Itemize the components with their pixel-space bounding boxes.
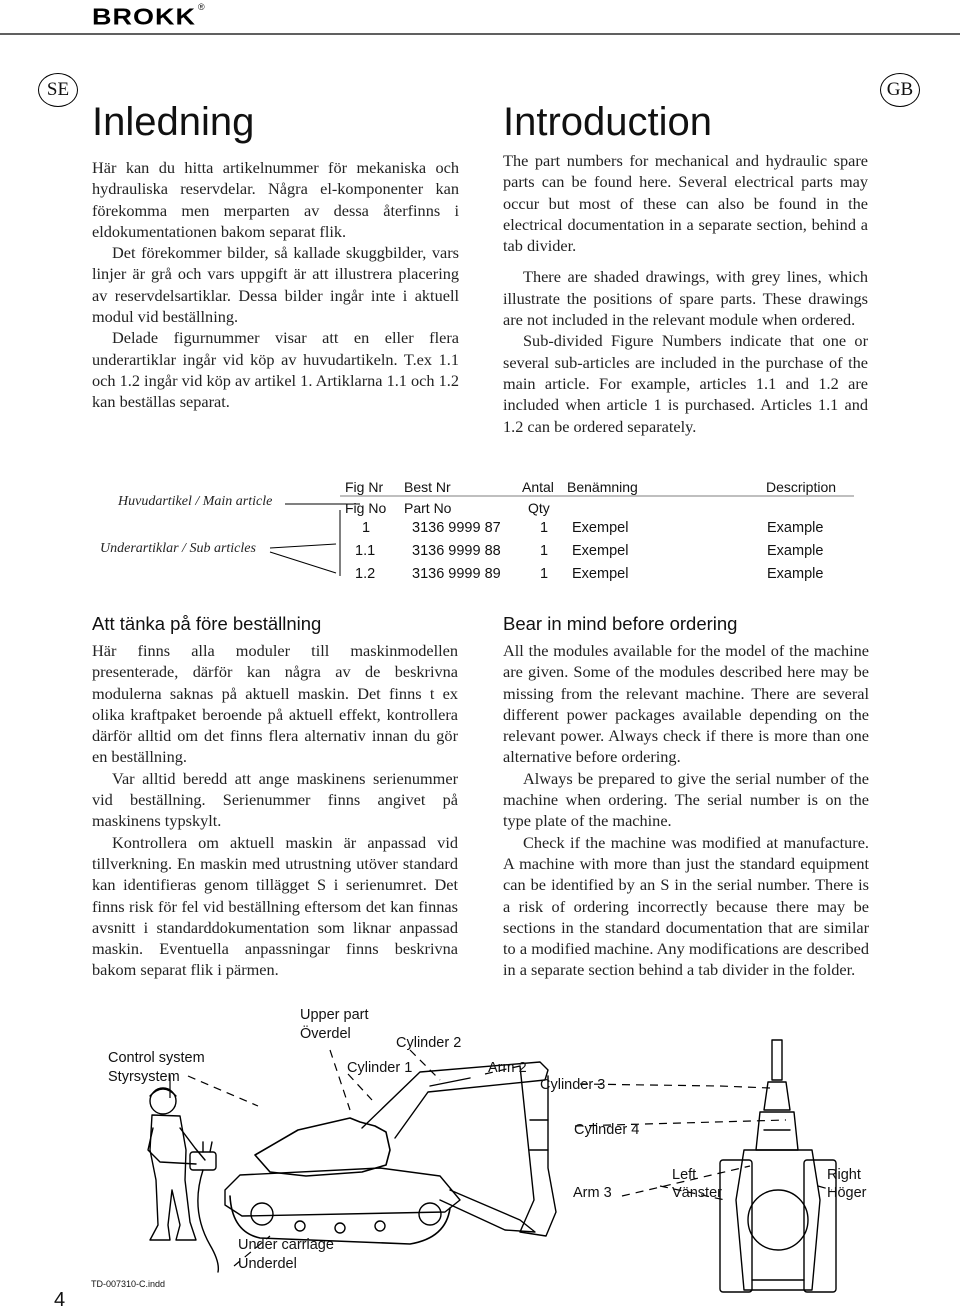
col-header-best-nr: Best Nr bbox=[404, 479, 451, 495]
document-code: TD-007310-C.indd bbox=[91, 1279, 166, 1289]
label-left: Left bbox=[672, 1167, 697, 1183]
intro-en-paragraph: There are shaded drawings, with grey lines, which illustrate the positions of spare parts. These drawings are not included in the relevant module when ordered. bbox=[503, 267, 868, 330]
table-row-part: 3136 9999 87 bbox=[412, 520, 501, 536]
main-article-label: Huvudartikel / Main article bbox=[118, 494, 273, 509]
label-cylinder-2: Cylinder 2 bbox=[396, 1035, 462, 1051]
ordering-text-sv bbox=[92, 640, 458, 981]
table-row-qty: 1 bbox=[540, 543, 549, 559]
language-badge-se: SE bbox=[38, 73, 78, 107]
sub-articles-label: Underartiklar / Sub articles bbox=[100, 541, 256, 556]
col-header-fig-nr: Fig Nr bbox=[345, 479, 384, 495]
intro-title-sv: Inledning bbox=[92, 100, 255, 144]
table-row-sv: Exempel bbox=[572, 566, 629, 582]
label-upper-part: Upper part bbox=[300, 1007, 369, 1023]
ordering-title-sv: Att tänka på före beställning bbox=[92, 613, 322, 634]
demolition-machine-side-view bbox=[225, 1062, 556, 1244]
table-row-en: Example bbox=[767, 543, 824, 559]
machine-diagram bbox=[0, 1000, 960, 1300]
table-row-fig: 1.1 bbox=[355, 543, 376, 559]
label-right: Right bbox=[827, 1167, 861, 1183]
intro-text-en bbox=[503, 150, 868, 437]
intro-sv-paragraph: Delade figurnummer visar att en eller flera underartiklar ingår vid köp av huvudartikeln. T.ex 1.1 och 1.2 ingår vid köp av artikel 1. Artiklarna 1.1 och 1.2 kan beställas separat. bbox=[92, 328, 459, 412]
label-cylinder-4: Cylinder 4 bbox=[574, 1122, 640, 1138]
ordering-en-paragraph: All the modules available for the model of the machine are given. Some of the modules described here may be missing from the relevant machine. There are several different power packages available depending on the relevant power. Always check if there is more than one alternative before ordering. bbox=[503, 641, 869, 767]
col-header-fig-no: Fig No bbox=[345, 500, 387, 516]
col-header-benamning: Benämning bbox=[567, 479, 638, 495]
table-row-en: Example bbox=[767, 520, 824, 536]
label-cylinder-3: Cylinder 3 bbox=[540, 1077, 606, 1093]
operator-figure bbox=[148, 1088, 218, 1272]
label-styrsystem: Styrsystem bbox=[108, 1069, 180, 1085]
ordering-text-en bbox=[503, 640, 869, 981]
col-header-qty: Qty bbox=[528, 500, 550, 516]
label-overdel: Överdel bbox=[300, 1026, 351, 1042]
table-row-fig: 1.2 bbox=[355, 566, 376, 582]
language-badge-gb: GB bbox=[880, 73, 920, 107]
table-row-qty: 1 bbox=[540, 520, 549, 536]
brokk-logo: BROKK bbox=[92, 4, 196, 30]
ordering-sv-paragraph: Kontrollera om aktuell maskin är anpassad vid tillverkning. En maskin med utrustning utöver standard kan identifieras genom tillägget S i serienumret. Det finns risk för fel vid beställning eftersom det kan finnas avsnitt i standarddokumentation som liknar anpassad maskin. Eventuella anpassningar finns beskrivna bakom separat flik i pärmen. bbox=[92, 832, 458, 980]
label-cylinder-1: Cylinder 1 bbox=[347, 1060, 413, 1076]
page-number: 4 bbox=[54, 1289, 66, 1311]
intro-sv-paragraph: Här kan du hitta artikelnummer för mekaniska och hydrauliska reservdelar. Några el-komponenter kan förekomma men merparten av dessa återfinns i eldokumentationen bakom separat flik. bbox=[92, 158, 459, 241]
table-row-part: 3136 9999 89 bbox=[412, 566, 501, 582]
label-underdel: Underdel bbox=[238, 1256, 297, 1272]
ordering-title-en: Bear in mind before ordering bbox=[503, 613, 738, 634]
registered-mark: ® bbox=[198, 2, 205, 12]
table-row-en: Example bbox=[767, 566, 824, 582]
col-header-description: Description bbox=[766, 479, 837, 495]
intro-en-paragraph: Sub-divided Figure Numbers indicate that one or several sub-articles are included in the purchase of the main article. For example, articles 1.1 and 1.2 are included when article 1 is purchased. Articles 1.1 and 1.2 can be ordered separately. bbox=[503, 331, 868, 436]
table-row-sv: Exempel bbox=[572, 520, 629, 536]
label-arm-3: Arm 3 bbox=[573, 1185, 612, 1201]
ordering-sv-paragraph: Här finns alla moduler till maskinmodellen presenterade, därför kan några av de beskrivna modulerna saknas på aktuell maskin. Det finns t ex olika kraftpaket beroende på aktuell effekt, kontrollera därför alltid om det finns flera alternativ innan du gör en beställning. bbox=[92, 641, 458, 767]
table-row-part: 3136 9999 88 bbox=[412, 543, 501, 559]
label-arm-2: Arm 2 bbox=[488, 1060, 527, 1076]
intro-sv-paragraph: Det förekommer bilder, så kallade skuggbilder, vars linjer är grå och vars uppgift är att illustrera placering av reservdelsartiklar. Dessa bilder ingår inte i aktuell modul vid beställning. bbox=[92, 243, 459, 327]
intro-title-en: Introduction bbox=[503, 100, 713, 144]
ordering-en-paragraph: Always be prepared to give the serial number of the machine when ordering. The serial number is on the type plate of the machine. bbox=[503, 768, 869, 831]
label-under-carriage: Under carriage bbox=[238, 1237, 334, 1253]
label-vanster: Vänster bbox=[672, 1185, 722, 1201]
label-control-system: Control system bbox=[108, 1050, 205, 1066]
diagram-dashed-leaders bbox=[188, 1050, 832, 1266]
machine-top-view bbox=[720, 1040, 836, 1292]
ordering-sv-paragraph: Var alltid beredd att ange maskinens serienummer vid beställning. Serienummer finns angivet på maskinens typskylt. bbox=[92, 768, 458, 831]
label-hoger: Höger bbox=[827, 1185, 867, 1201]
table-row-qty: 1 bbox=[540, 566, 549, 582]
table-row-fig: 1 bbox=[362, 520, 371, 536]
table-row-sv: Exempel bbox=[572, 543, 629, 559]
col-header-part-no: Part No bbox=[404, 500, 452, 516]
ordering-en-paragraph: Check if the machine was modified at manufacture. A machine with more than just the standard equipment can be identified by an S in the serial number. There is a risk of ordering incorrectly because there may be sections in the standard documentation that are similar to a modified machine. Any modifications are described in a separate section behind a tab divider in the folder. bbox=[503, 832, 869, 980]
col-header-antal: Antal bbox=[522, 479, 554, 495]
intro-text-sv bbox=[92, 157, 459, 413]
intro-en-paragraph: The part numbers for mechanical and hydraulic spare parts can be found here. Several electrical parts may occur but most of these can also be found in the electrical documentation in a separate section, behind a tab divider. bbox=[503, 151, 868, 256]
